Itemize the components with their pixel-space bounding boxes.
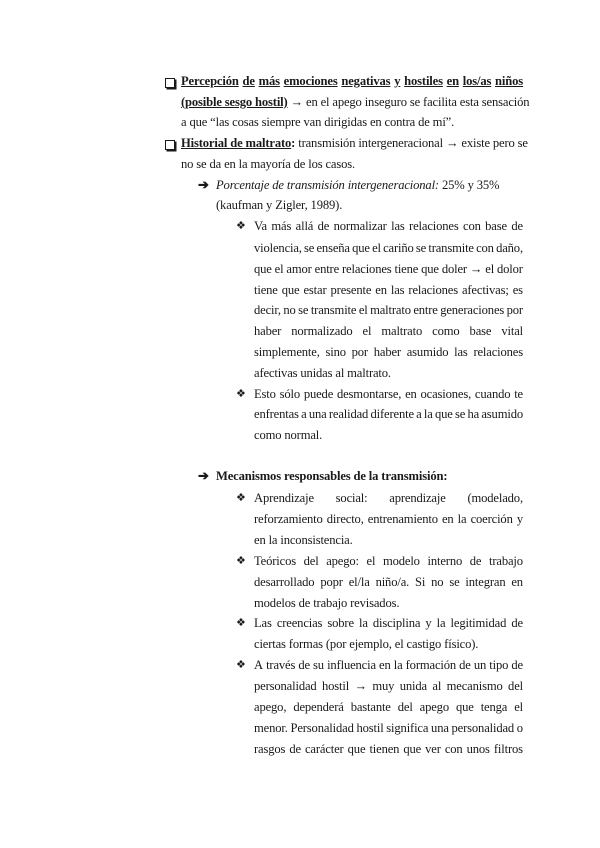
s3-m1-line [254, 490, 523, 506]
word: tienen [369, 742, 400, 756]
word: y [394, 74, 401, 88]
word: de [511, 219, 523, 233]
word: niños [495, 74, 523, 88]
s3-m4-line [254, 741, 523, 757]
word: personalidad [451, 721, 515, 735]
word: bastante [350, 700, 391, 714]
word: la [436, 616, 446, 630]
word: la [359, 616, 368, 630]
word: integran [465, 575, 506, 589]
word: las [391, 219, 405, 233]
word: asumido [481, 407, 523, 421]
s3-m2-line [254, 595, 399, 611]
diamond-bullet-icon: ❖ [236, 659, 246, 671]
word: el/la [348, 575, 370, 589]
s3-m2-line [254, 574, 523, 590]
word: o [516, 721, 523, 735]
word: con [463, 219, 481, 233]
word: sobre [327, 616, 354, 630]
word: haber [373, 345, 401, 359]
word: Teóricos [254, 554, 296, 568]
word: realidad [328, 407, 369, 421]
word: Va [254, 219, 267, 233]
s3-m1-text: en la inconsistencia. [254, 533, 353, 547]
checkbox-bullet-icon [165, 140, 175, 150]
word: sino [325, 345, 346, 359]
word: de [289, 742, 301, 756]
word: → [469, 262, 483, 276]
arrow-bullet-icon: ➔ [198, 468, 209, 483]
s2-b1-text [254, 282, 523, 298]
s3-m4-text [254, 720, 523, 736]
word: formación [405, 658, 457, 672]
word: se [298, 303, 309, 317]
word: de [459, 658, 471, 672]
word: se [449, 575, 460, 589]
word: interno [427, 554, 463, 568]
s3-m3-text: ciertas formas (por ejemplo, el castigo físico). [254, 637, 479, 651]
s2-line-1-rest: transmisión intergeneracional → existe pero se [295, 136, 528, 150]
diamond-bullet-icon: ❖ [236, 617, 246, 629]
word: base [485, 219, 507, 233]
s2-b1-text: afectivas unidas al maltrato. [254, 366, 391, 380]
word: significa [386, 721, 429, 735]
s3-m4-line [254, 699, 523, 715]
word: que [403, 742, 422, 756]
word: haber [254, 324, 282, 338]
s2-b2-line [254, 427, 322, 443]
s1-heading-line-1 [181, 73, 523, 89]
word: las [390, 283, 405, 297]
word: creencias [276, 616, 323, 630]
word: la [457, 512, 467, 526]
word: que [434, 407, 453, 421]
word: tiene [254, 283, 278, 297]
word: el [366, 554, 376, 568]
word: hostil [321, 679, 350, 693]
s3-m2-line [254, 553, 523, 569]
word: muy [372, 679, 395, 693]
s2-b1-text [254, 218, 523, 234]
s1-line-2-rest: → en el apego inseguro se facilita esta sensación [287, 95, 530, 109]
word: Personalidad [290, 721, 354, 735]
word: apego: [326, 554, 359, 568]
word: de [511, 658, 523, 672]
word: cariño [383, 241, 414, 255]
word: entre [314, 262, 340, 276]
s2-citation-text: (kaufman y Zigler, 1989). [216, 198, 343, 212]
word: unida [399, 679, 427, 693]
word: trabajo [488, 554, 523, 568]
s3-heading [216, 468, 447, 484]
word: personalidad [254, 679, 317, 693]
word: que [421, 262, 439, 276]
s2-pct-label: Porcentaje de transmisión intergeneracional: [216, 178, 439, 192]
word: la [393, 658, 403, 672]
word: por [351, 345, 368, 359]
word: Las [254, 616, 272, 630]
s2-pct-value: 25% y 35% [438, 178, 500, 192]
s2-b2-line [254, 406, 523, 422]
word: social: [335, 491, 368, 505]
word: puede [303, 387, 334, 401]
s1-line-3-text: a que “las cosas siempre van dirigidas en contra de mí”. [181, 115, 455, 129]
s2-line-2 [181, 156, 355, 172]
s3-m2-text: modelos de trabajo revisados. [254, 596, 400, 610]
word: que [455, 700, 474, 714]
word: maltrato [370, 303, 411, 317]
word: negativas [341, 74, 391, 88]
s2-b1-line [254, 240, 523, 256]
diamond-bullet-icon: ❖ [236, 220, 246, 232]
s2-b1-line [254, 323, 523, 339]
s2-percentage-line [216, 177, 523, 193]
word: y [425, 616, 432, 630]
word: generaciones [440, 303, 505, 317]
word: disciplina [372, 616, 421, 630]
word: del [508, 679, 523, 693]
s3-m2-text [254, 553, 523, 569]
word: que [281, 283, 300, 297]
word: Aprendizaje [254, 491, 314, 505]
s3-m4-line [254, 657, 523, 673]
word: no [431, 575, 444, 589]
word: el [362, 324, 372, 338]
s1-heading-l2: (posible sesgo hostil) [181, 95, 288, 109]
word: el [274, 262, 284, 276]
word: el [372, 241, 381, 255]
checkbox-bullet-icon [165, 78, 175, 88]
s2-b2-text: como normal. [254, 428, 323, 442]
word: en [446, 74, 459, 88]
word: afectivas; [461, 283, 509, 297]
word: se [304, 241, 315, 255]
s2-b1-line [254, 218, 523, 234]
word: no [283, 303, 296, 317]
word: menor. [254, 721, 288, 735]
s3-m2-text [254, 574, 523, 590]
word: ver [425, 742, 441, 756]
word: normalizado [291, 324, 353, 338]
s2-b2-text [254, 406, 523, 422]
word: desmontarse, [336, 387, 402, 401]
word: cuando [474, 387, 511, 401]
s2-citation [216, 197, 342, 213]
s3-m1-text [254, 490, 523, 506]
s3-m1-line [254, 511, 523, 527]
diamond-bullet-icon: ❖ [236, 388, 246, 400]
word: filtros [493, 742, 523, 756]
word: dependerá [293, 700, 344, 714]
word: de [242, 74, 255, 88]
s2-b1-line [254, 261, 523, 277]
s3-m4-text [254, 741, 523, 757]
word: relaciones [473, 345, 523, 359]
word: → [354, 679, 367, 693]
word: se [415, 241, 427, 255]
word: del [303, 554, 319, 568]
word: la [423, 407, 433, 421]
word: ocasiones, [420, 387, 472, 401]
word: presente [330, 283, 372, 297]
s2-line-1 [181, 135, 528, 151]
word: el [358, 303, 368, 317]
word: diferente [370, 407, 414, 421]
word: en [379, 658, 391, 672]
s2-colon: : [291, 136, 296, 150]
word: daño, [496, 241, 523, 255]
word: amor [286, 262, 312, 276]
s2-b1-text [254, 302, 523, 318]
word: de [317, 219, 330, 233]
word: través [266, 658, 296, 672]
word: coerción [470, 512, 513, 526]
s1-heading-l1 [181, 73, 523, 89]
word: (modelado, [467, 491, 523, 505]
word: entrenamiento [367, 512, 438, 526]
word: carácter [304, 742, 344, 756]
word: directo, [326, 512, 364, 526]
s2-b1-text [254, 344, 523, 360]
word: vital [501, 324, 523, 338]
word: dolor [497, 262, 523, 276]
word: relaciones [408, 283, 458, 297]
word: desarrollado [254, 575, 315, 589]
word: del [397, 700, 413, 714]
word: Esto [254, 387, 276, 401]
word: el [485, 262, 495, 276]
word: unos [466, 742, 490, 756]
word: estar [303, 283, 327, 297]
s2-b1-line [254, 365, 391, 381]
word: de [511, 616, 523, 630]
s3-m4-line [254, 678, 523, 694]
word: rasgos [254, 742, 286, 756]
word: asumido [406, 345, 449, 359]
word: Si [415, 575, 426, 589]
s3-m4-text [254, 678, 523, 694]
word: transmite [428, 241, 474, 255]
word: apego [419, 700, 449, 714]
word: a [416, 407, 422, 421]
s2-b2-line [254, 386, 523, 402]
word: que [352, 241, 370, 255]
word: las [454, 345, 468, 359]
s3-heading-text: Mecanismos responsables de la transmisión: [216, 469, 448, 483]
word: A [254, 658, 263, 672]
s3-m3-line [254, 615, 523, 631]
word: el [514, 700, 523, 714]
word: emociones [283, 74, 338, 88]
word: hostiles [404, 74, 443, 88]
word: aprendizaje [389, 491, 446, 505]
word: los/as [462, 74, 492, 88]
diamond-bullet-icon: ❖ [236, 492, 246, 504]
word: normalizar [333, 219, 387, 233]
word: una [308, 407, 327, 421]
word: allá [295, 219, 314, 233]
word: a [301, 407, 307, 421]
word: que [347, 742, 366, 756]
word: de [469, 554, 482, 568]
word: como [432, 324, 460, 338]
word: su [313, 658, 324, 672]
word: en [441, 512, 454, 526]
word: reforzamiento [254, 512, 323, 526]
word: niño/a. [375, 575, 410, 589]
s3-m4-line [254, 720, 523, 736]
s3-m4-text [254, 699, 523, 715]
arrow-bullet-icon: ➔ [198, 177, 209, 192]
s2-b1-text [254, 261, 523, 277]
word: simplemente, [254, 345, 320, 359]
word: con [476, 241, 494, 255]
word: más [258, 74, 280, 88]
word: Percepción [181, 74, 239, 88]
word: modelo [382, 554, 420, 568]
word: relaciones [341, 262, 392, 276]
word: popr [320, 575, 343, 589]
s3-m4-text [254, 657, 523, 673]
s1-line-2 [181, 94, 530, 110]
word: hostil [356, 721, 384, 735]
word: base [469, 324, 492, 338]
word: te [514, 387, 523, 401]
word: se [455, 407, 466, 421]
word: en [405, 387, 417, 401]
s1-line-3 [181, 114, 454, 130]
word: al [432, 679, 442, 693]
word: tipo [489, 658, 509, 672]
s2-heading: Historial de maltrato [181, 136, 292, 150]
word: en [375, 283, 387, 297]
word: mecanismo [446, 679, 503, 693]
word: maltrato [381, 324, 423, 338]
s3-m1-text [254, 511, 523, 527]
s2-line-2-text: no se da en la mayoría de los casos. [181, 157, 356, 171]
s2-b1-line [254, 282, 523, 298]
word: legitimidad [450, 616, 507, 630]
word: es [512, 283, 523, 297]
s2-b1-line [254, 302, 523, 318]
word: un [473, 658, 487, 672]
word: ha [467, 407, 480, 421]
word: una [431, 721, 449, 735]
word: sólo [279, 387, 301, 401]
word: de [298, 658, 310, 672]
word: apego, [254, 700, 287, 714]
word: tenga [480, 700, 508, 714]
word: influencia [327, 658, 376, 672]
word: violencia, [254, 241, 302, 255]
s2-b1-text [254, 240, 523, 256]
word: transmite [310, 303, 357, 317]
word: relaciones [409, 219, 459, 233]
s2-b2-text [254, 386, 523, 402]
word: tiene [394, 262, 419, 276]
s2-b1-text [254, 323, 523, 339]
word: enseña [316, 241, 350, 255]
s3-m1-line [254, 532, 353, 548]
word: doler [441, 262, 467, 276]
s2-b1-line [254, 344, 523, 360]
word: decir, [254, 303, 281, 317]
s3-m3-line [254, 636, 478, 652]
word: y [516, 512, 523, 526]
word: más [271, 219, 292, 233]
word: que [254, 262, 272, 276]
diamond-bullet-icon: ❖ [236, 555, 246, 567]
word: entre [413, 303, 438, 317]
word: en [511, 575, 523, 589]
word: enfrentas [254, 407, 299, 421]
s3-m3-text [254, 615, 523, 631]
word: con [444, 742, 463, 756]
word: por [506, 303, 523, 317]
